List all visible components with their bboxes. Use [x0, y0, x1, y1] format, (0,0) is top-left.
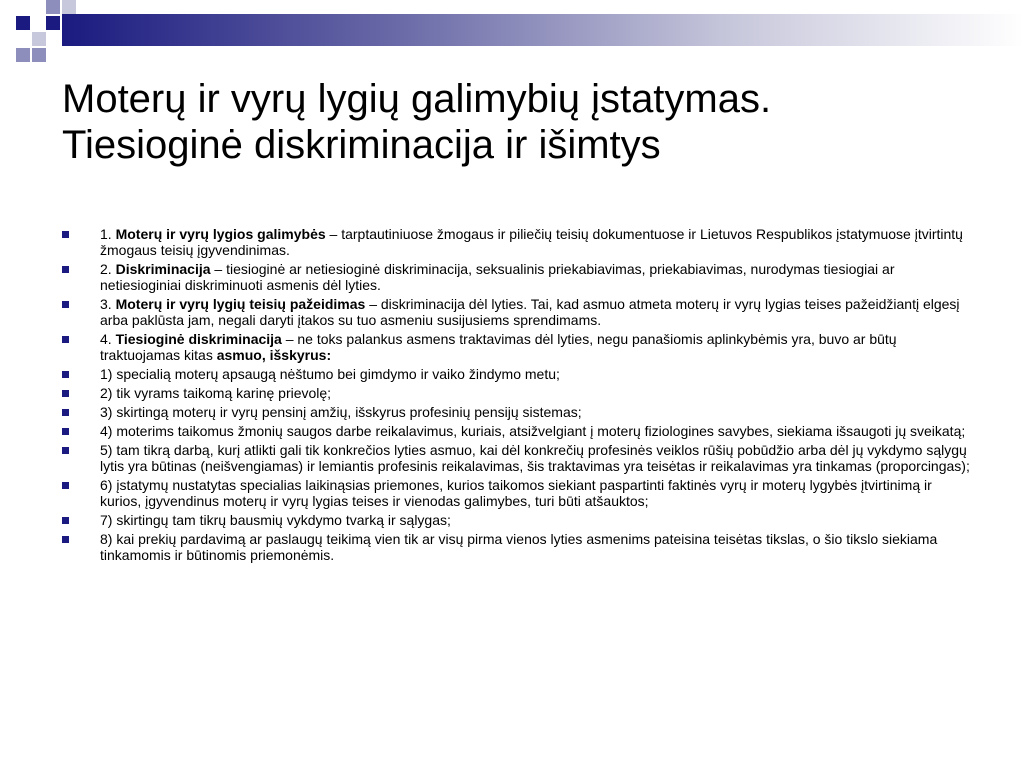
list-item	[62, 366, 972, 382]
item-text: – tiesioginė ar netiesioginė diskriminacija, seksualinis priekabiavimas, priekabiavimas, nurodymas tiesiogiai ar netiesioginiai diskriminuoti asmenis dėl lyties.	[100, 261, 895, 293]
item-bold-text: asmuo, išskyrus:	[216, 347, 332, 363]
item-bold-text: Moterų ir vyrų lygių teisių pažeidimas	[115, 296, 366, 312]
square-bullet-icon	[62, 517, 69, 524]
square-bullet-icon	[62, 301, 69, 308]
square-bullet-icon	[62, 428, 69, 435]
item-text: 7) skirtingų tam tikrų bausmių vykdymo tvarką ir sąlygas;	[100, 512, 451, 528]
slide-title	[62, 76, 1002, 168]
item-text: 8) kai prekių pardavimą ar paslaugų teikimą vien tik ar visų pirma vienos lyties asmenims pateisina teisėtas tikslas, o šio tikslo siekiama tinkamomis ir būtinomis priemonėmis.	[100, 531, 938, 563]
square-bullet-icon	[62, 536, 69, 543]
item-text: 3) skirtingą moterų ir vyrų pensinį amžių, išskyrus profesinių pensijų sistemas;	[100, 404, 582, 420]
list-item	[62, 423, 972, 439]
item-bold-text: Diskriminacija	[115, 261, 211, 277]
bullet-list	[62, 226, 972, 566]
square-bullet-icon	[62, 336, 69, 343]
item-text: 5) tam tikrą darbą, kurį atlikti gali tik konkrečios lyties asmuo, kai dėl konkrečių profesinės veiklos rūšių pobūdžio arba dėl jų vykdymo sąlygų lytis yra būtinas (neišvengiamas) ir lemiantis profesinis reikalavimas, šis traktavimas yra teisėtas ir reikalavimas yra tinkamas (proporcingas);	[100, 442, 970, 474]
item-text: 4.	[100, 331, 116, 347]
square-bullet-icon	[62, 266, 69, 273]
slide-title-line1: Moterų ir vyrų lygių galimybių įstatymas.	[62, 77, 772, 121]
list-item	[62, 477, 972, 509]
square-bullet-icon	[62, 482, 69, 489]
list-item	[62, 442, 972, 474]
list-item	[62, 296, 972, 328]
list-item	[62, 331, 972, 363]
list-item	[62, 226, 972, 258]
list-item	[62, 512, 972, 528]
item-text: 3.	[100, 296, 116, 312]
item-text: 6) įstatymų nustatytas specialias laikinąsias priemones, kurios taikomos siekiant paspartinti faktinės vyrų ir moterų lygybės įtvirtinimą ir kurios, įgyvendinus moterų ir vyrų lygias teises ir vienodas galimybes, turi būti atšauktos;	[100, 477, 932, 509]
square-bullet-icon	[62, 409, 69, 416]
item-text: 1) specialią moterų apsaugą nėštumo bei gimdymo ir vaiko žindymo metu;	[100, 366, 560, 382]
item-text: 1.	[100, 226, 116, 242]
square-bullet-icon	[62, 447, 69, 454]
list-item	[62, 261, 972, 293]
decor-square	[46, 0, 60, 14]
decor-square	[46, 16, 60, 30]
decor-square	[32, 48, 46, 62]
decor-square	[32, 32, 46, 46]
square-bullet-icon	[62, 371, 69, 378]
item-text: – tarptautiniuose žmogaus ir piliečių teisių dokumentuose ir Lietuvos Respublikos įstatymuose įtvirtintų žmogaus teisių įgyvendinimas.	[100, 226, 963, 258]
item-text: 2) tik vyrams taikomą karinę prievolę;	[100, 385, 332, 401]
item-bold-text: Tiesioginė diskriminacija	[115, 331, 282, 347]
decor-square	[62, 0, 76, 14]
item-text: 4) moterims taikomus žmonių saugos darbe reikalavimus, kuriais, atsižvelgiant į moterų fiziologines savybes, siekiama išsaugoti jų sveikatą;	[100, 423, 966, 439]
item-text: – diskriminacija dėl lyties. Tai, kad asmuo atmeta moterų ir vyrų lygias teises pažeidžiantį elgesį arba paklūsta jam, negali daryti įtakos su tuo asmeniu susijusiems sprendimams.	[100, 296, 960, 328]
item-text: – ne toks palankus asmens traktavimas dėl lyties, negu panašiomis aplinkybėmis yra, buvo ar būtų traktuojamas kitas	[100, 331, 897, 363]
list-item	[62, 531, 972, 563]
slide-title-line2: Tiesioginė diskriminacija ir išimtys	[62, 123, 661, 167]
square-bullet-icon	[62, 390, 69, 397]
decor-square	[16, 16, 30, 30]
decor-square	[16, 48, 30, 62]
square-bullet-icon	[62, 231, 69, 238]
list-item	[62, 404, 972, 420]
header-gradient-bar	[62, 14, 1024, 46]
item-text: 2.	[100, 261, 116, 277]
list-item	[62, 385, 972, 401]
item-bold-text: Moterų ir vyrų lygios galimybės	[115, 226, 326, 242]
